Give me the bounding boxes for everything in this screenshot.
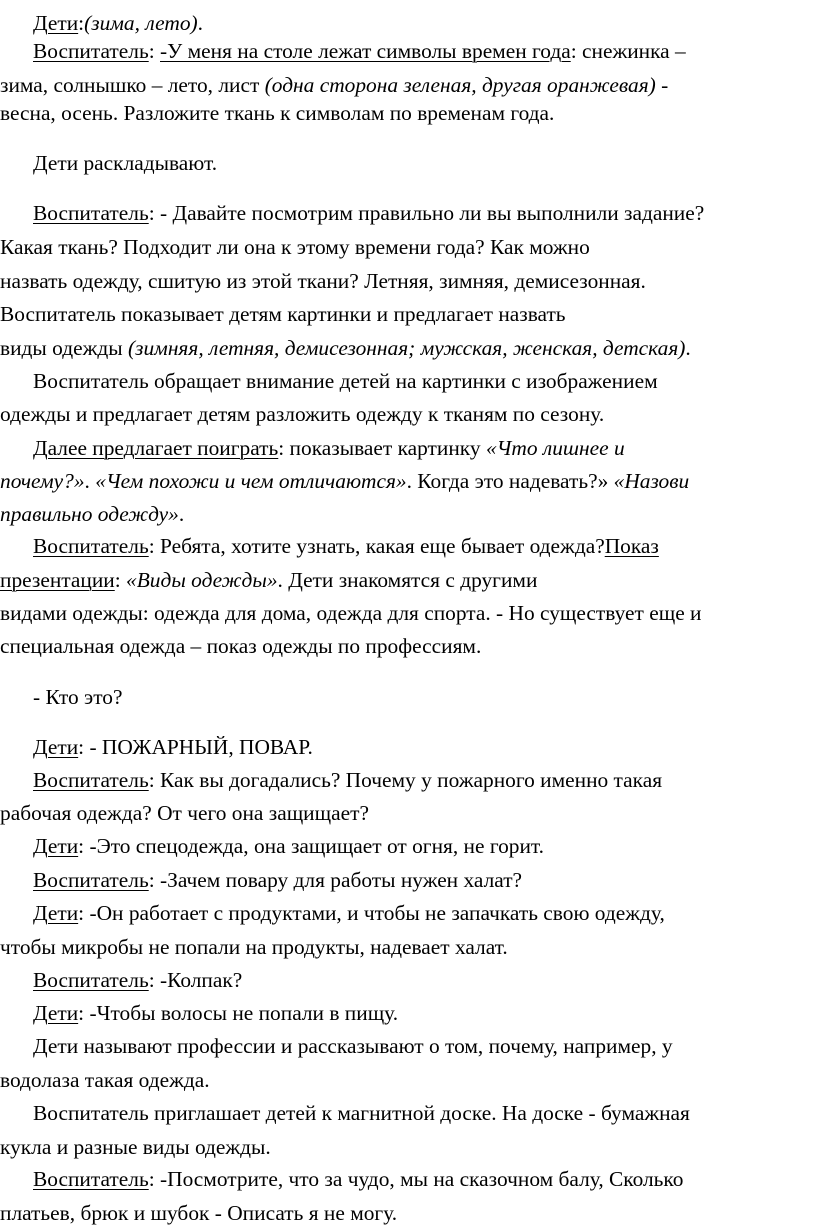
text-line: [33, 1033, 673, 1059]
text-line: [33, 1166, 683, 1192]
text-segment: : -Это спецодежда, она защищает от огня, не горит.: [78, 834, 545, 858]
italic-text: (зима, лето): [84, 11, 198, 35]
text-segment: : Как вы догадались? Почему у пожарного именно такая: [148, 768, 663, 792]
text-line: [0, 567, 537, 593]
text-segment: Дети называют профессии и рассказывают о том, почему, например, у: [33, 1034, 673, 1058]
text-line: [33, 200, 704, 226]
underlined-text: -У меня на столе лежат символы времен года: [160, 39, 571, 63]
italic-text: «Что лишнее и: [485, 436, 625, 460]
text-segment: :: [114, 568, 127, 592]
text-line: [33, 1100, 690, 1126]
text-segment: : -Чтобы волосы не попали в пищу.: [78, 1001, 399, 1025]
text-segment: рабочая одежда? От чего она защищает?: [0, 801, 369, 825]
text-line: [0, 1200, 397, 1226]
text-line: [0, 800, 369, 826]
text-segment: . Когда это надевать?»: [406, 469, 614, 493]
italic-text: почему?»: [0, 469, 85, 493]
text-line: [0, 234, 590, 260]
text-segment: .: [197, 11, 204, 35]
text-segment: одежды и предлагает детям разложить одежду к тканям по сезону.: [0, 402, 605, 426]
underlined-text: Показ: [604, 534, 659, 558]
italic-text: «Чем похожи и чем отличаются»: [95, 469, 407, 493]
underlined-text: Воспитатель: [33, 768, 149, 792]
text-line: [33, 867, 522, 893]
text-line: [33, 38, 686, 64]
underlined-text: Воспитатель: [33, 968, 149, 992]
text-segment: платьев, брюк и шубок - Описать я не могу.: [0, 1201, 398, 1225]
text-line: [33, 967, 242, 993]
underlined-text: Воспитатель: [33, 201, 149, 225]
text-segment: водолаза такая одежда.: [0, 1068, 210, 1092]
text-segment: Воспитатель обращает внимание детей на картинки с изображением: [33, 369, 658, 393]
text-line: [33, 150, 217, 176]
underlined-text: Воспитатель: [33, 1167, 149, 1191]
text-line: [0, 1134, 271, 1160]
underlined-text: презентации: [0, 568, 115, 592]
text-segment: -: [655, 73, 669, 97]
text-line: [0, 335, 691, 361]
text-line: [33, 833, 544, 859]
text-segment: назвать одежду, сшитую из этой ткани? Летняя, зимняя, демисезонная.: [0, 269, 646, 293]
underlined-text: Воспитатель: [33, 534, 149, 558]
text-segment: зима, солнышко – лето, лист: [0, 73, 265, 97]
text-segment: видами одежды: одежда для дома, одежда для спорта. - Но существует еще и: [0, 601, 702, 625]
text-line: [0, 1067, 210, 1093]
text-line: [33, 368, 658, 394]
text-segment: : Ребята, хотите узнать, какая еще бывает одежда?: [148, 534, 605, 558]
underlined-text: Дети: [33, 11, 79, 35]
text-line: [33, 734, 313, 760]
text-line: [33, 767, 662, 793]
text-line: [33, 684, 122, 710]
text-line: [0, 100, 554, 126]
italic-text: «Виды одежды»: [126, 568, 278, 592]
text-segment: .: [178, 502, 185, 526]
text-segment: :: [78, 11, 85, 35]
text-line: [33, 10, 203, 36]
italic-text: (зимняя, летняя, демисезонная; мужская, женская, детская): [128, 336, 686, 360]
text-line: [33, 533, 659, 559]
text-line: [0, 468, 689, 494]
text-line: [0, 301, 566, 327]
text-segment: Воспитатель приглашает детей к магнитной доске. На доске - бумажная: [33, 1101, 690, 1125]
text-segment: . Дети знакомятся с другими: [277, 568, 538, 592]
italic-text: правильно одежду»: [0, 502, 179, 526]
text-line: [0, 401, 604, 427]
text-line: [33, 435, 625, 461]
text-segment: Воспитатель показывает детям картинки и предлагает назвать: [0, 302, 566, 326]
underlined-text: Дети: [33, 834, 79, 858]
underlined-text: Дети: [33, 735, 79, 759]
text-segment: : снежинка –: [570, 39, 686, 63]
text-line: [0, 934, 508, 960]
underlined-text: Далее предлагает поиграть: [33, 436, 279, 460]
italic-text: (одна сторона зеленая, другая оранжевая): [264, 73, 656, 97]
text-segment: : -Он работает с продуктами, и чтобы не запачкать свою одежду,: [78, 901, 665, 925]
text-segment: весна, осень. Разложите ткань к символам по временам года.: [0, 101, 555, 125]
text-segment: : -Зачем повару для работы нужен халат?: [148, 868, 523, 892]
text-segment: чтобы микробы не попали на продукты, надевает халат.: [0, 935, 508, 959]
italic-text: «Назови: [613, 469, 690, 493]
underlined-text: Воспитатель: [33, 39, 149, 63]
underlined-text: Воспитатель: [33, 868, 149, 892]
text-line: [33, 900, 665, 926]
text-line: [0, 501, 184, 527]
text-segment: :: [148, 39, 161, 63]
text-segment: .: [84, 469, 96, 493]
text-line: [0, 72, 668, 98]
text-segment: Какая ткань? Подходит ли она к этому времени года? Как можно: [0, 235, 590, 259]
text-line: [0, 268, 646, 294]
text-line: [0, 633, 481, 659]
underlined-text: Дети: [33, 1001, 79, 1025]
text-segment: : - ПОЖАРНЫЙ, ПОВАР.: [78, 735, 313, 759]
text-segment: кукла и разные виды одежды.: [0, 1135, 271, 1159]
text-line: [33, 1000, 398, 1026]
text-segment: Дети раскладывают.: [33, 151, 218, 175]
text-segment: виды одежды: [0, 336, 128, 360]
text-segment: .: [685, 336, 691, 360]
text-segment: - Кто это?: [33, 685, 123, 709]
text-segment: : -Колпак?: [148, 968, 243, 992]
text-segment: : -Посмотрите, что за чудо, мы на сказочном балу, Сколько: [148, 1167, 684, 1191]
text-segment: специальная одежда – показ одежды по профессиям.: [0, 634, 482, 658]
text-line: [0, 600, 701, 626]
text-segment: : показывает картинку: [278, 436, 486, 460]
underlined-text: Дети: [33, 901, 79, 925]
text-segment: : - Давайте посмотрим правильно ли вы выполнили задание?: [148, 201, 705, 225]
